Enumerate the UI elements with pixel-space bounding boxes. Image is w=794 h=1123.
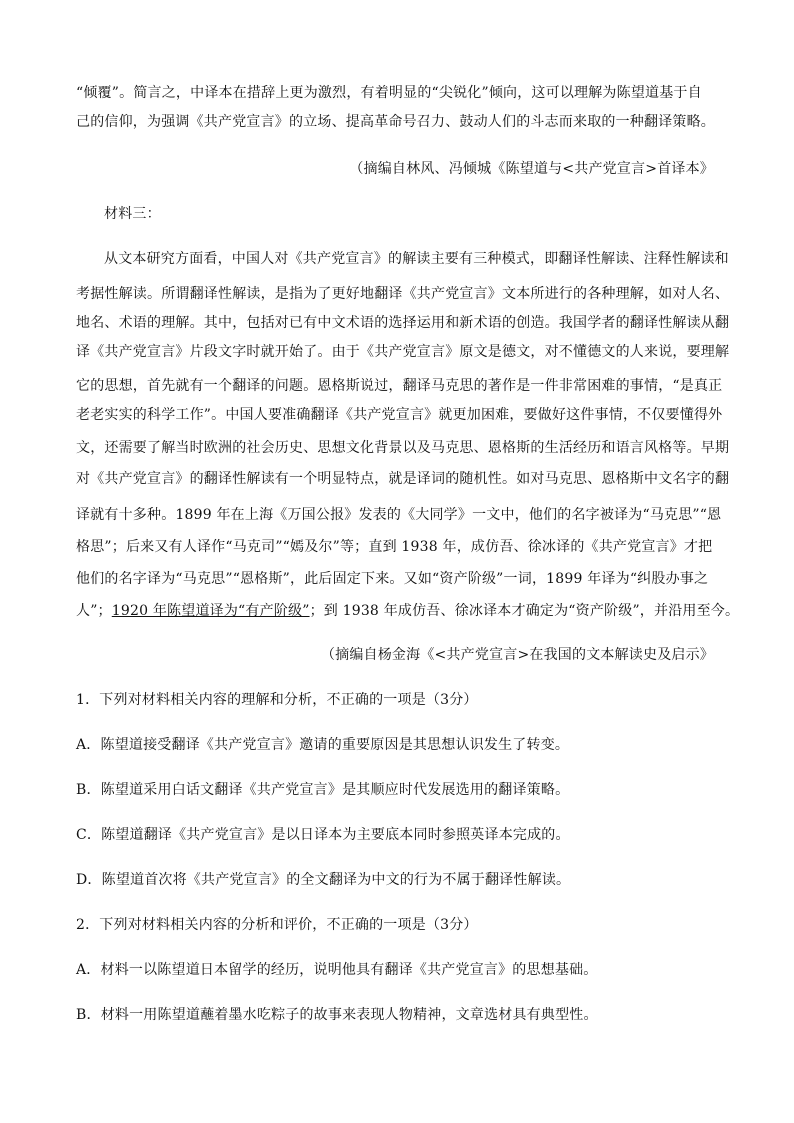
text-segment: ；到 1938 年成仿吾、徐冰译本才确定为“资产阶级”，并沿用至今。 — [309, 603, 740, 619]
paragraph-line: 译就有十多种。1899 年在上海《万国公报》发表的《大同学》一文中，他们的名字被译为“马克思”“恩 — [76, 507, 722, 523]
paragraph-line: 己的信仰，为强调《共产党宣言》的立场、提高革命号召力、鼓动人们的斗志而来取的一种翻译策略。 — [76, 114, 715, 130]
paragraph-line: 对《共产党宣言》的翻译性解读有一个明显特点，就是译词的随机性。如对马克思、恩格斯中文名字的翻 — [76, 471, 730, 487]
source-citation: （摘编自杨金海《<共产党宣言>在我国的文本解读史及启示》 — [320, 647, 714, 663]
question-option: A．陈望道接受翻译《共产党宣言》邀请的重要原因是其思想认识发生了转变。 — [76, 737, 570, 753]
question-option: D．陈望道首次将《共产党宣言》的全文翻译为中文的行为不属于翻译性解读。 — [76, 872, 571, 888]
source-citation: （摘编自林风、冯倾城《陈望道与<共产党宣言>首译本》 — [349, 161, 714, 177]
paragraph-line: 文，还需要了解当时欧洲的社会历史、思想文化背景以及马克思、恩格斯的生活经历和语言风格等。早期 — [76, 440, 730, 456]
underlined-text: 1920 年陈望道译为“有产阶级” — [111, 603, 310, 619]
paragraph-line: 它的思想，首先就有一个翻译的问题。恩格斯说过，翻译马克思的著作是一件非常困难的事情，“是真正 — [76, 378, 723, 394]
text-segment: 人”； — [76, 603, 112, 619]
paragraph-line: 他们的名字译为“马克思”“恩格斯”，此后固定下来。又如“资产阶级”一词，1899 年译为“纠股办事之 — [76, 571, 709, 587]
paragraph-line — [76, 601, 740, 621]
question-option: B．陈望道采用白话文翻译《共产党宣言》是其顺应时代发展选用的翻译策略。 — [76, 782, 570, 798]
paragraph-line: “倾覆”。简言之，中译本在措辞上更为激烈，有着明显的“尖锐化”倾向，这可以理解为陈望道基于自 — [76, 85, 702, 101]
question-stem: 1．下列对材料相关内容的理解和分析，不正确的一项是（3分） — [76, 692, 478, 708]
paragraph-line: 格思”；后来又有人译作“马克司”“嫣及尔”等；直到 1938 年，成仿吾、徐冰译的《共产党宣言》才把 — [76, 539, 713, 555]
question-stem: 2．下列对材料相关内容的分析和评价，不正确的一项是（3分） — [76, 917, 478, 933]
paragraph-line: 从文本研究方面看，中国人对《共产党宣言》的解读主要有三种模式，即翻译性解读、注释性解读和 — [104, 251, 729, 267]
paragraph-line: 考据性解读。所谓翻译性解读，是指为了更好地翻译《共产党宣言》文本所进行的各种理解，如对人名、 — [76, 286, 730, 302]
section-heading: 材料三： — [104, 206, 161, 222]
question-option: A．材料一以陈望道日本留学的经历，说明他具有翻译《共产党宣言》的思想基础。 — [76, 962, 598, 978]
paragraph-line: 译《共产党宣言》片段文字时就开始了。由于《共产党宣言》原文是德文，对不懂德文的人来说，要理解 — [76, 344, 730, 360]
question-option: B．材料一用陈望道蘸着墨水吃粽子的故事来表现人物精神，文章选材具有典型性。 — [76, 1007, 598, 1023]
paragraph-line: 老老实实的科学工作”。中国人要准确翻译《共产党宣言》就更加困难，要做好这件事情，不仅要懂得外 — [76, 407, 723, 423]
paragraph-line: 地名、术语的理解。其中，包括对已有中文术语的选择运用和新术语的创造。我国学者的翻译性解读从翻 — [76, 315, 730, 331]
question-option: C．陈望道翻译《共产党宣言》是以日译本为主要底本同时参照英译本完成的。 — [76, 827, 570, 843]
